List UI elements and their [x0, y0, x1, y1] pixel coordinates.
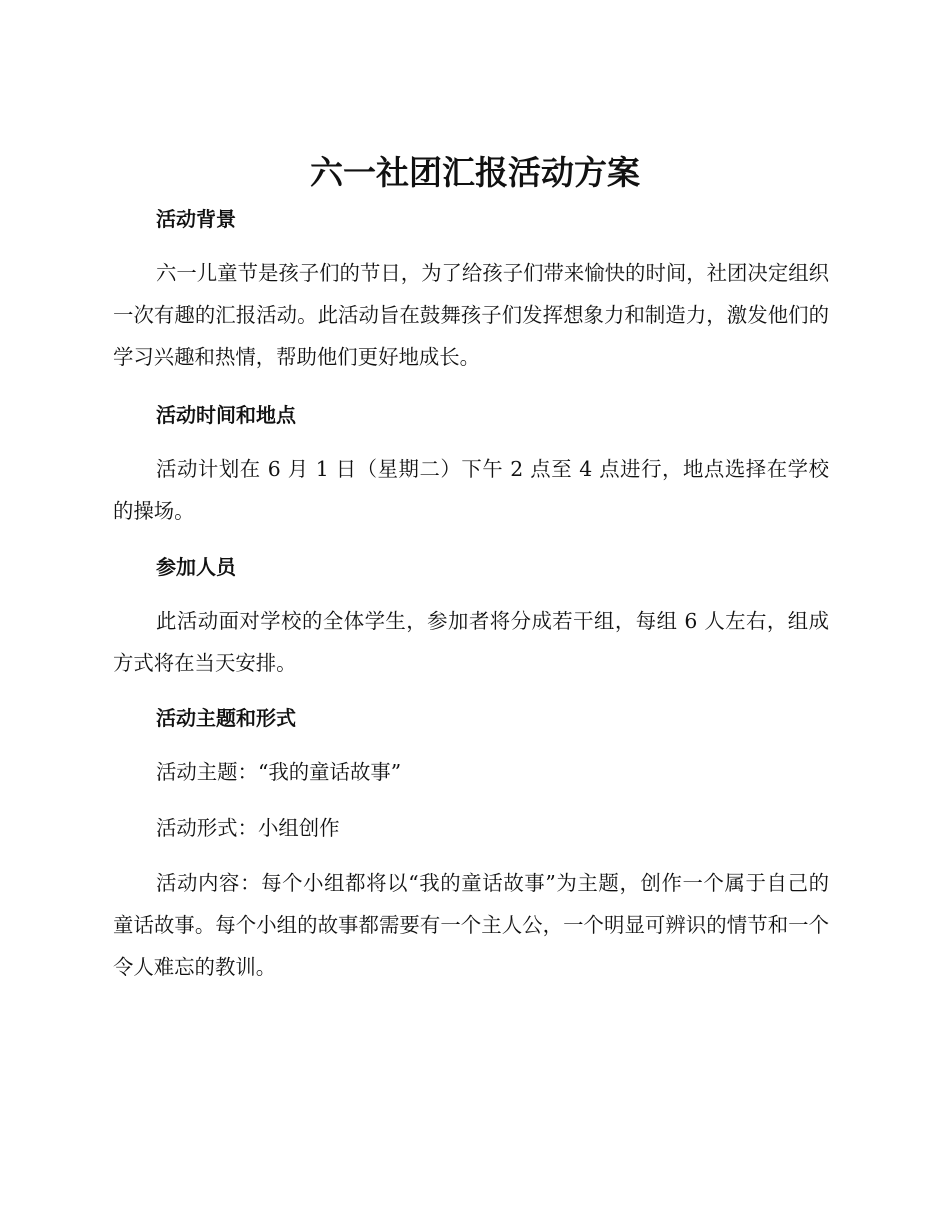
paragraph-participants: 此活动面对学校的全体学生，参加者将分成若干组，每组 6 人左右，组成方式将在当天安排。 [113, 609, 829, 675]
document-title: 六一社团汇报活动方案 [310, 153, 640, 192]
section-heading-theme-format: 活动主题和形式 [156, 706, 296, 730]
paragraph-theme: 活动主题：“我的童话故事” [156, 760, 402, 784]
section-heading-time-place: 活动时间和地点 [156, 403, 296, 427]
paragraph-format: 活动形式：小组创作 [156, 816, 340, 840]
paragraph-content: 活动内容：每个小组都将以“我的童话故事”为主题，创作一个属于自己的童话故事。每个小组的故事都需要有一个主人公，一个明显可辨识的情节和一个令人难忘的教训。 [113, 871, 829, 979]
section-heading-participants: 参加人员 [156, 555, 236, 579]
paragraph-background: 六一儿童节是孩子们的节日，为了给孩子们带来愉快的时间，社团决定组织一次有趣的汇报活动。此活动旨在鼓舞孩子们发挥想象力和制造力，激发他们的学习兴趣和热情，帮助他们更好地成长。 [113, 261, 829, 369]
paragraph-time-place: 活动计划在 6 月 1 日（星期二）下午 2 点至 4 点进行，地点选择在学校的操场。 [113, 457, 829, 523]
section-heading-background: 活动背景 [156, 207, 236, 231]
